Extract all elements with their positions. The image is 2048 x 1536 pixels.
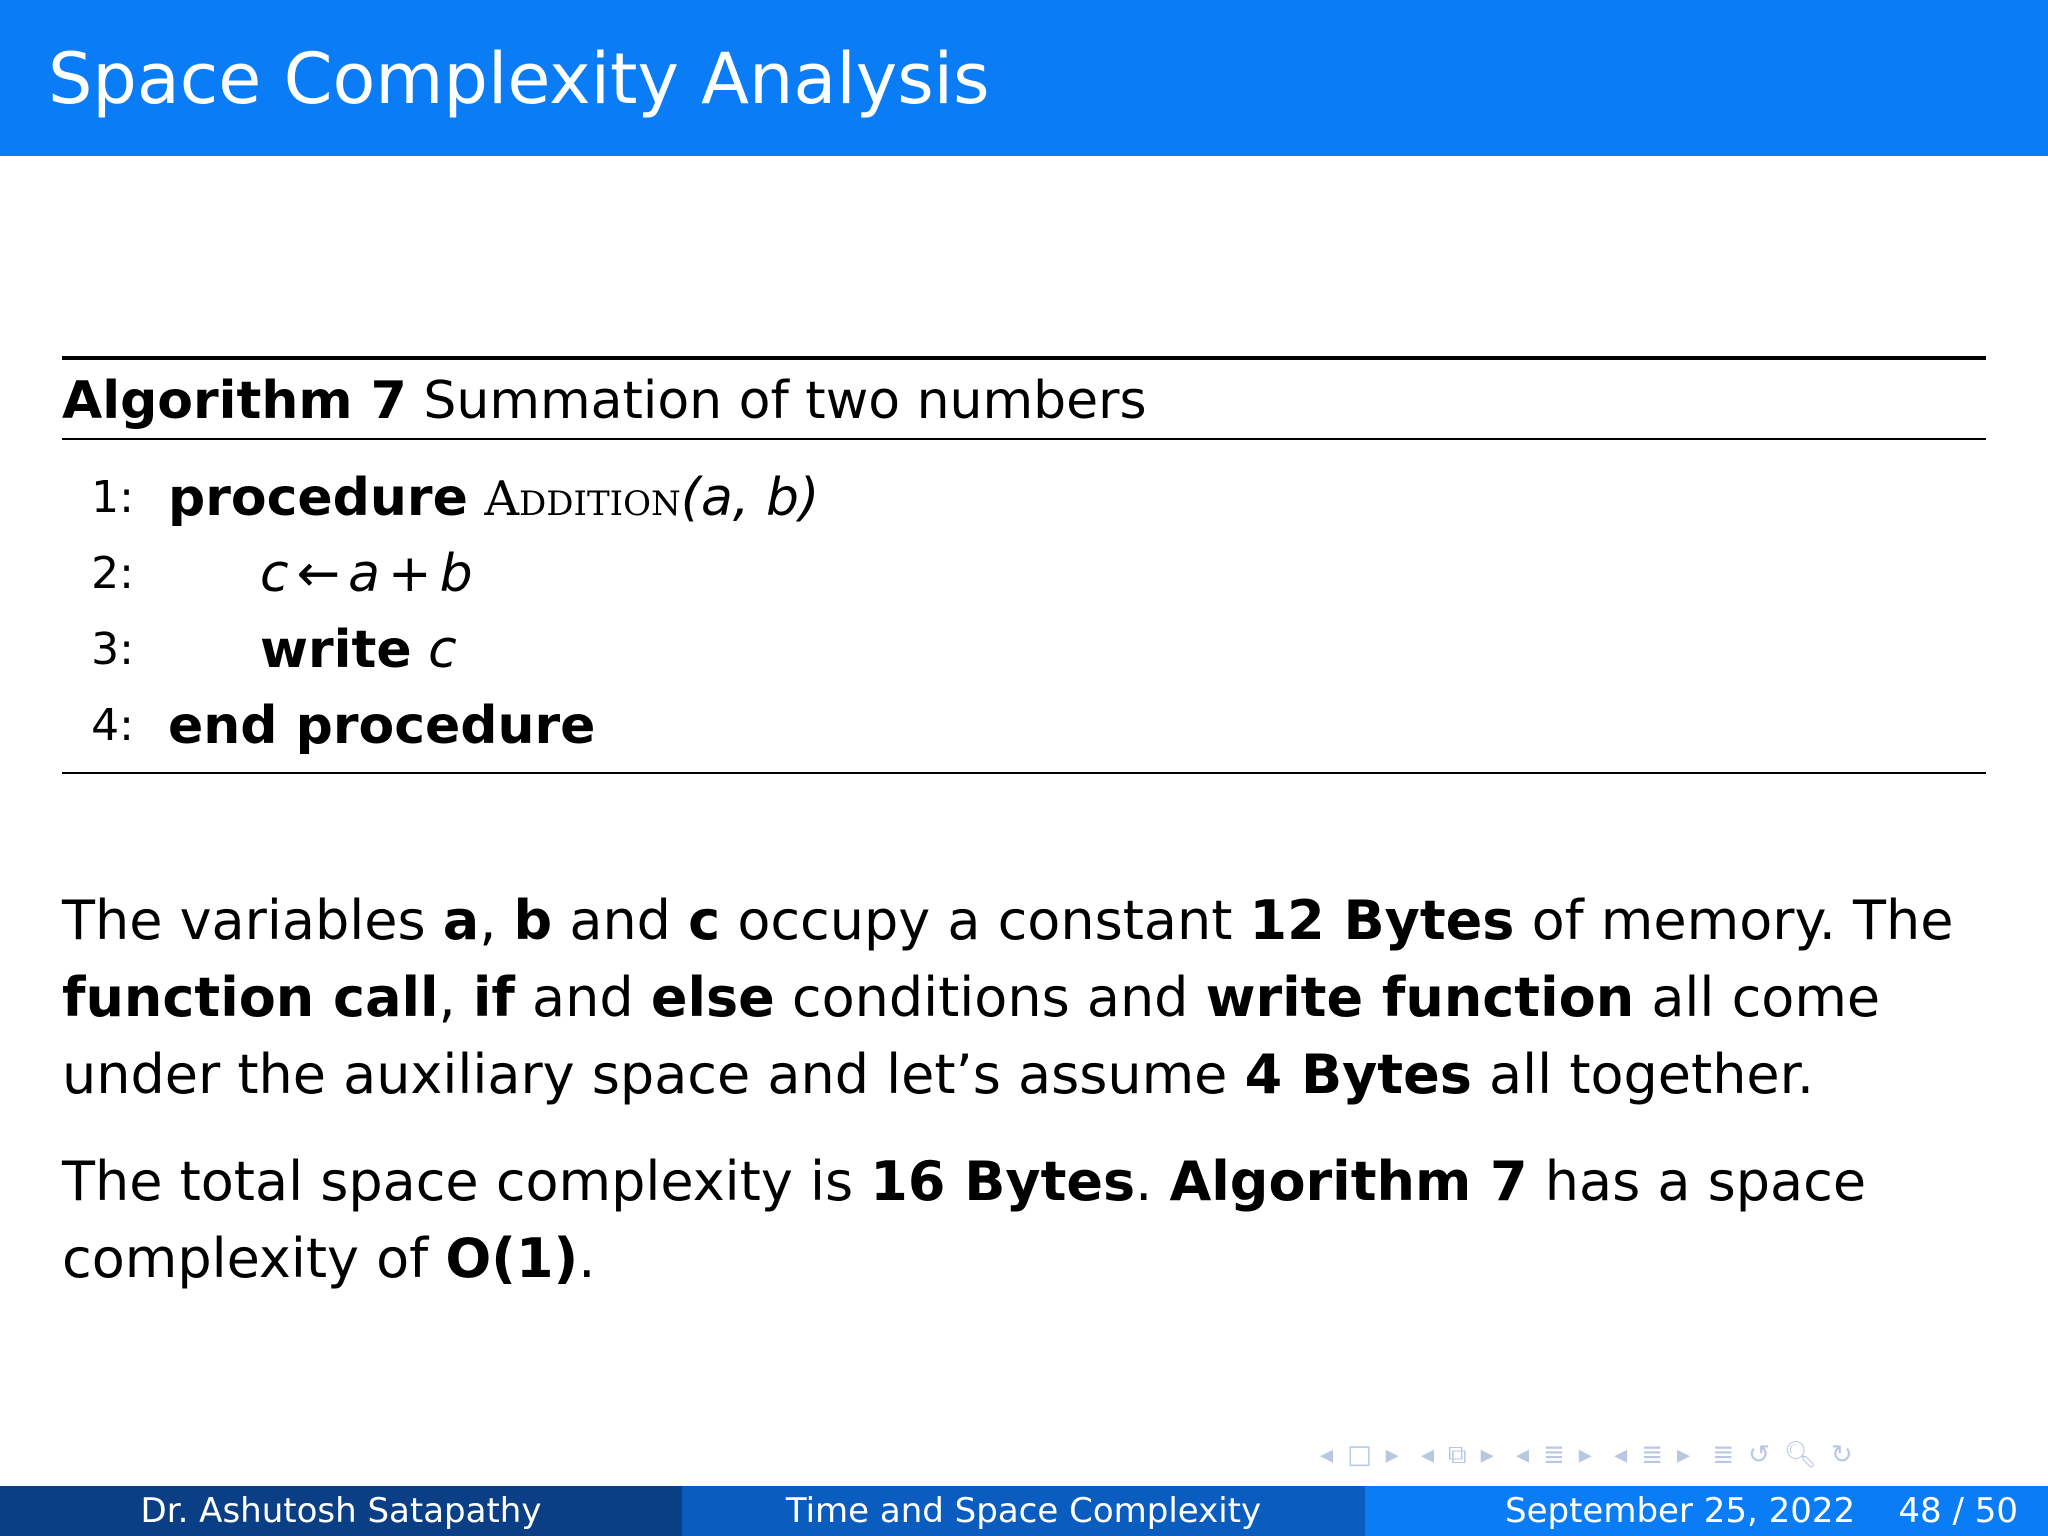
var-a: a xyxy=(348,544,381,604)
bold-term: if xyxy=(472,966,515,1029)
paragraph-total xyxy=(62,1143,1986,1297)
procedure-args: (a, b) xyxy=(680,468,820,528)
bold-term: else xyxy=(650,966,775,1029)
beamer-navigation xyxy=(1320,1440,2040,1470)
plus-sign: + xyxy=(388,544,432,604)
keyword: procedure xyxy=(168,468,468,528)
text: all together. xyxy=(1471,1043,1815,1106)
bold-term: 4 Bytes xyxy=(1244,1043,1472,1106)
slide-title: Space Complexity Analysis xyxy=(48,38,990,120)
footer xyxy=(0,1486,2048,1536)
nav-right-arrow-icon[interactable]: ▸ xyxy=(1676,1440,1691,1470)
algorithm-caption-text: Summation of two numbers xyxy=(423,371,1147,431)
algorithm-lines xyxy=(62,440,1986,764)
nav-appendix-icon[interactable]: ≣ xyxy=(1712,1440,1735,1470)
algorithm-line xyxy=(62,536,1986,612)
text: . xyxy=(1135,1150,1170,1213)
footer-date: September 25, 2022 xyxy=(1505,1491,1856,1531)
procedure-name: Addition xyxy=(484,471,681,527)
bold-term: function call xyxy=(62,966,439,1029)
bold-term: c xyxy=(688,889,721,952)
var-c: c xyxy=(428,620,457,680)
nav-zoom-icon[interactable]: 🔍︎ xyxy=(1783,1440,1817,1470)
text: and xyxy=(552,889,689,952)
bold-term: Algorithm 7 xyxy=(1169,1150,1528,1213)
nav-subsection-icon[interactable]: ⧉ xyxy=(1448,1440,1467,1470)
title-bar xyxy=(0,0,2048,156)
text: conditions and xyxy=(774,966,1206,1029)
bold-term: O(1) xyxy=(445,1227,579,1290)
var-c: c xyxy=(260,544,289,604)
line-code xyxy=(260,612,457,688)
keyword: write xyxy=(260,620,412,680)
algorithm-bottom-rule xyxy=(62,772,1986,774)
var-b: b xyxy=(439,544,473,604)
line-code xyxy=(260,536,473,612)
algorithm-line xyxy=(62,460,1986,536)
text: occupy a constant xyxy=(720,889,1250,952)
text: , xyxy=(438,966,473,1029)
nav-right-arrow-icon[interactable]: ▸ xyxy=(1385,1440,1399,1470)
assign-arrow: ← xyxy=(296,544,341,604)
text: . xyxy=(578,1227,596,1290)
footer-right xyxy=(1365,1486,2048,1536)
algorithm-caption xyxy=(62,360,1986,438)
algorithm-label: Algorithm 7 xyxy=(62,371,407,431)
page-number: 48 / 50 xyxy=(1898,1491,2018,1531)
line-number: 2: xyxy=(91,548,134,599)
text: , xyxy=(479,889,514,952)
bold-term: 12 Bytes xyxy=(1249,889,1515,952)
algorithm-block xyxy=(62,356,1986,774)
line-code xyxy=(168,688,595,764)
nav-presentation-icon[interactable]: ≣ xyxy=(1641,1440,1663,1470)
footer-topic: Time and Space Complexity xyxy=(682,1486,1365,1536)
nav-left-arrow-icon[interactable]: ◂ xyxy=(1420,1440,1435,1470)
bold-term: write function xyxy=(1205,966,1635,1029)
text: and xyxy=(514,966,651,1029)
line-number: 4: xyxy=(91,700,134,751)
bold-term: b xyxy=(513,889,553,952)
bold-term: 16 Bytes xyxy=(870,1150,1136,1213)
algorithm-line xyxy=(62,688,1986,764)
nav-section-icon[interactable]: ≣ xyxy=(1543,1440,1565,1470)
bold-term: a xyxy=(442,889,480,952)
text: The total space complexity is xyxy=(62,1150,871,1213)
text: of memory. The xyxy=(1514,889,1954,952)
line-number: 3: xyxy=(91,624,134,675)
paragraph-memory xyxy=(62,882,1986,1113)
text: all come under the auxiliary space and let’s assume xyxy=(62,966,1881,1106)
nav-right-arrow-icon[interactable]: ▸ xyxy=(1578,1440,1592,1470)
line-code xyxy=(168,460,819,537)
nav-left-arrow-icon[interactable]: ◂ xyxy=(1614,1440,1628,1470)
nav-left-arrow-icon[interactable]: ◂ xyxy=(1515,1440,1529,1470)
keyword: end procedure xyxy=(168,696,596,756)
nav-search-icon[interactable]: ↺ xyxy=(1748,1440,1770,1470)
algorithm-line xyxy=(62,612,1986,688)
text: The variables xyxy=(62,889,443,952)
nav-left-arrow-icon[interactable]: ◂ xyxy=(1320,1440,1334,1470)
nav-return-icon[interactable]: ↻ xyxy=(1830,1440,1853,1470)
footer-author: Dr. Ashutosh Satapathy xyxy=(0,1486,682,1536)
line-number: 1: xyxy=(91,472,134,523)
nav-frame-icon[interactable]: □ xyxy=(1347,1440,1372,1470)
nav-right-arrow-icon[interactable]: ▸ xyxy=(1480,1440,1494,1470)
text: has a space complexity of xyxy=(62,1150,1867,1290)
